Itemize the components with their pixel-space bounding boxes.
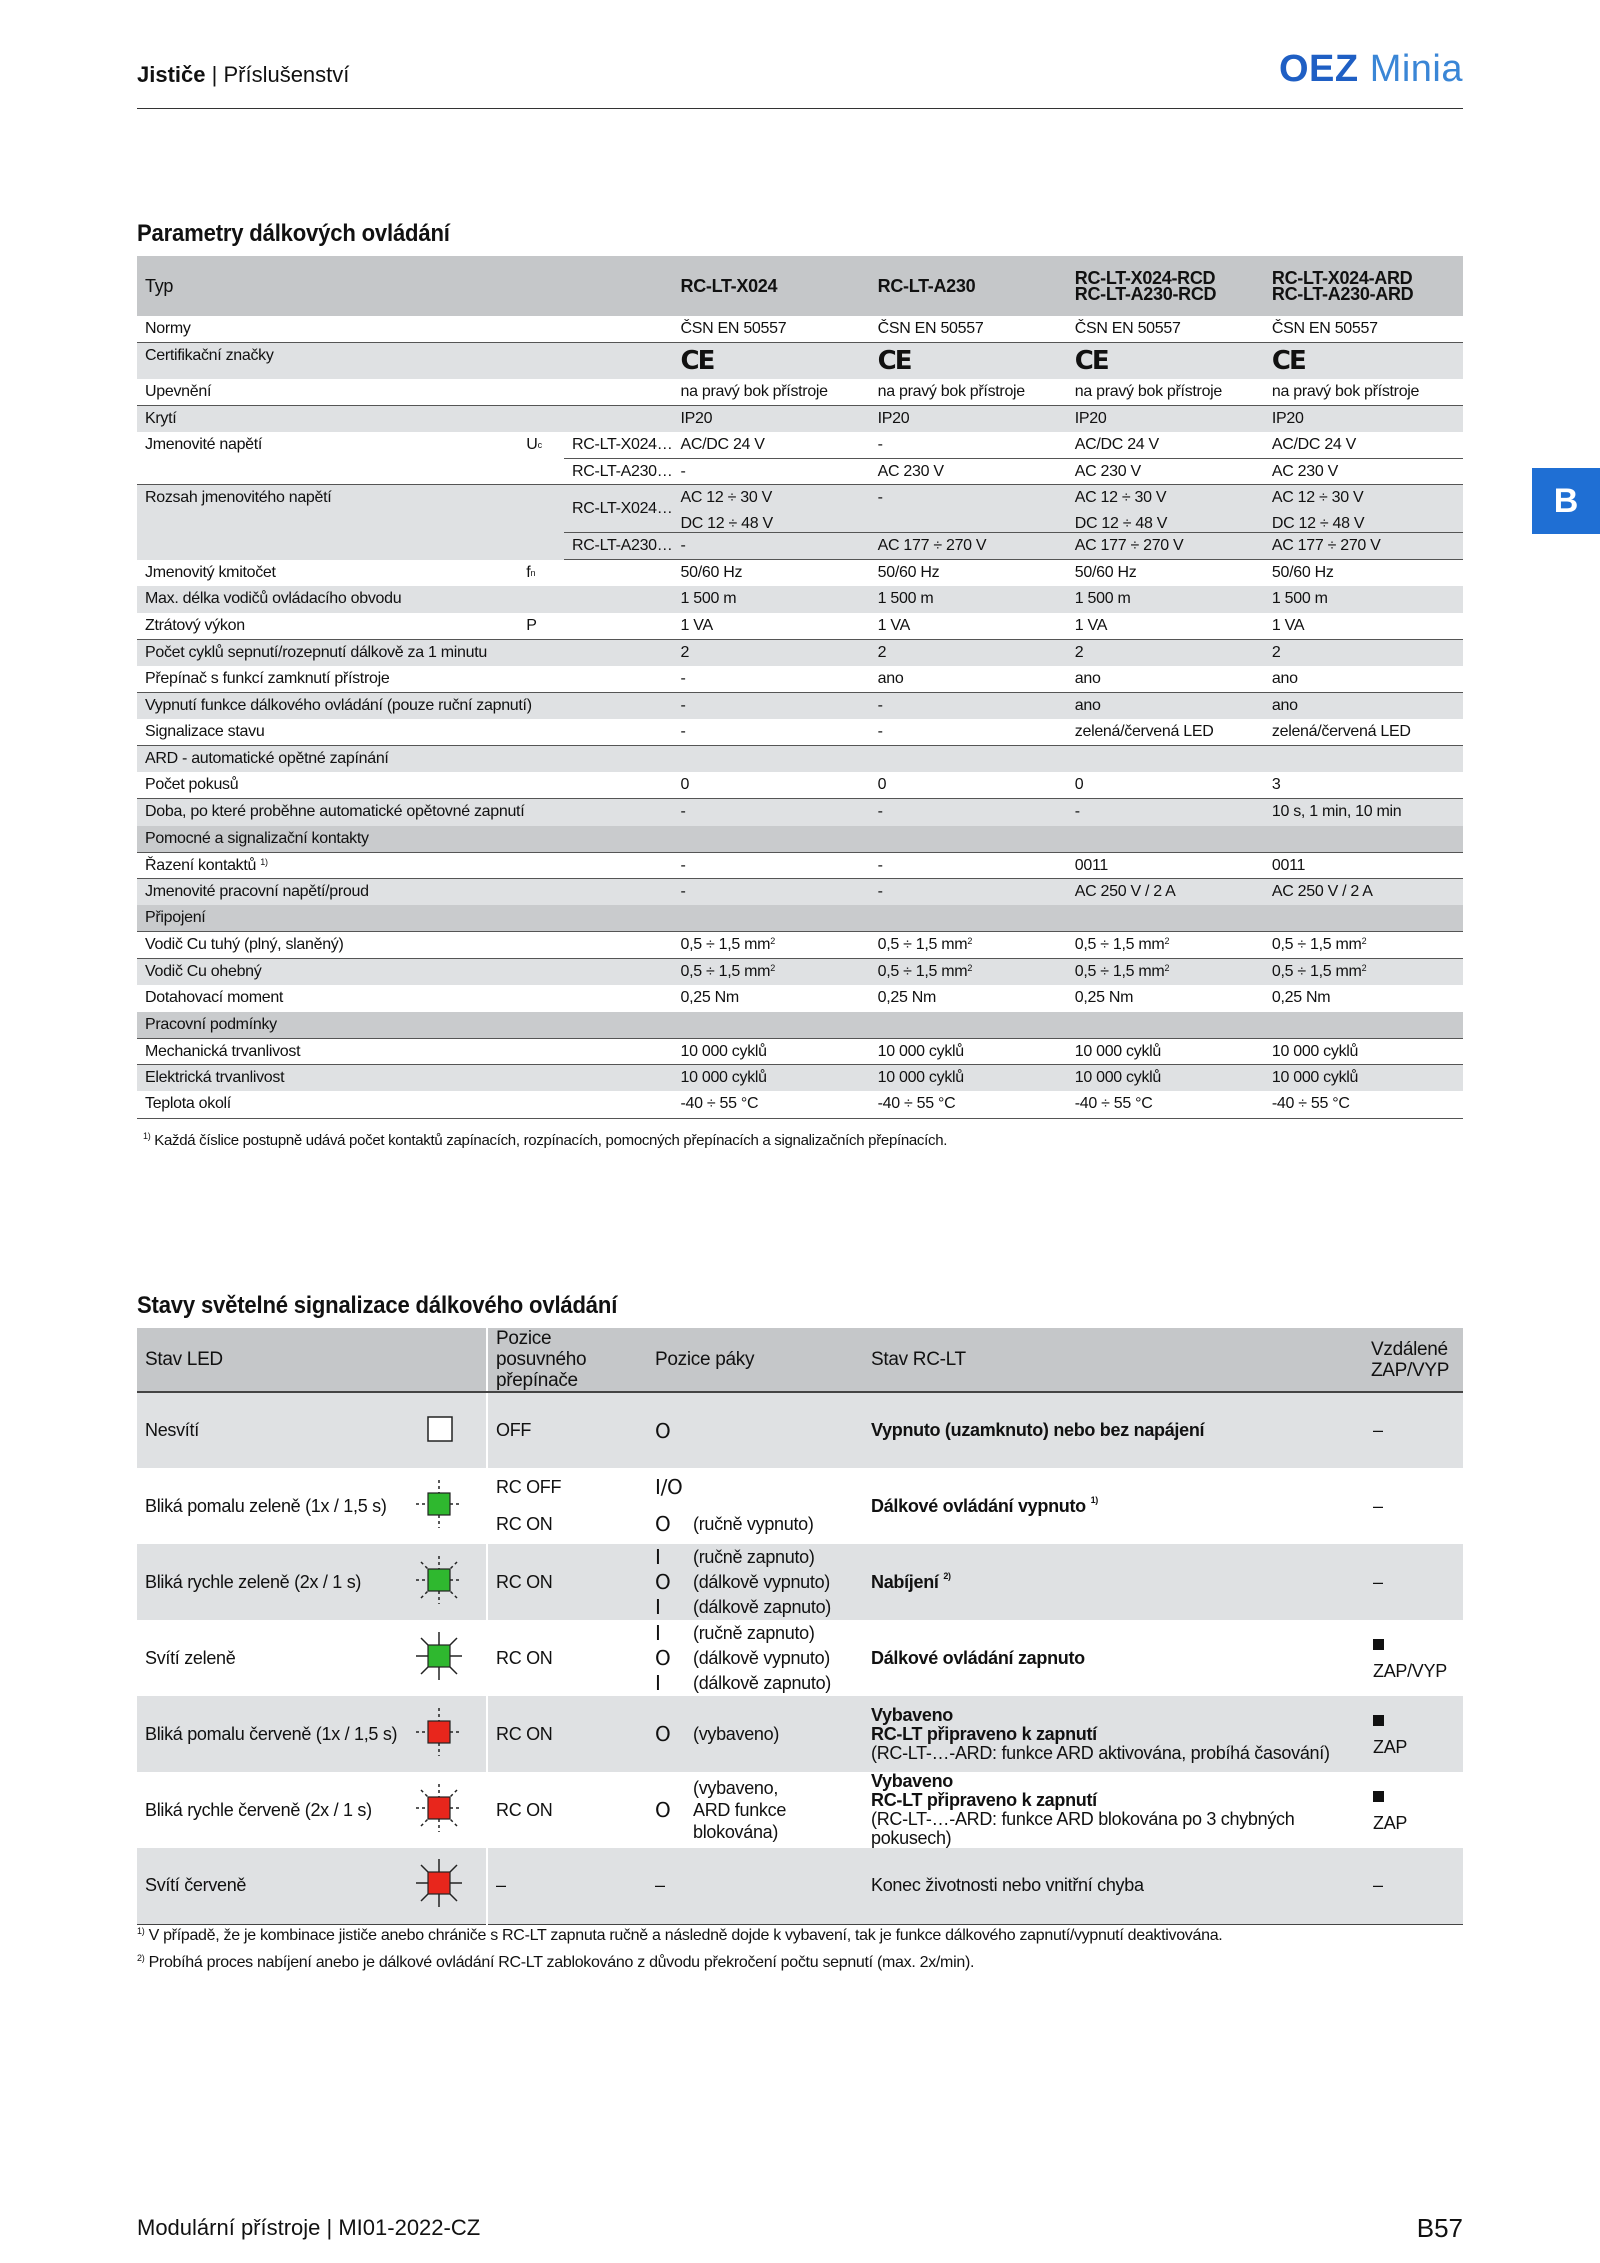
row-ohebny: Vodič Cu ohebný 0,5 ÷ 1,5 $mm^2$ 0,5 ÷ 1,5 $mm^2$ 0,5 ÷ 1,5 $mm^2$ 0,5 ÷ 1,5 $mm^2$ bbox=[137, 958, 1463, 985]
row-mech: Mechanická trvanlivost 10 000 cyklů 10 000 cyklů 10 000 cyklů 10 000 cyklů bbox=[137, 1038, 1463, 1065]
remote-square-icon bbox=[1373, 1639, 1384, 1650]
led-red-fast-blink-icon bbox=[415, 1784, 463, 1832]
led-row-red-slow: Bliká pomalu červeně (1x / 1,5 s) RC ON O (vybaveno) Vybaveno RC-LT připraveno k zapnutí (RC-LT-…-ARD: funkce ARD aktivována, probíhá časování) ZAP bbox=[137, 1696, 1463, 1772]
remote-square-icon bbox=[1373, 1715, 1384, 1726]
row-upevneni: Upevnění na pravý bok přístroje na pravý bok přístroje na pravý bok přístroje na pravý bok přístroje bbox=[137, 379, 1463, 406]
ce-mark-icon: CE bbox=[1074, 346, 1108, 377]
header-breadcrumb: Jističe | Příslušenství bbox=[137, 62, 350, 87]
params-table bbox=[137, 256, 1463, 1119]
led-row-red-on: Svítí červeně – – Konec životnosti nebo vnitřní chyba – bbox=[137, 1848, 1463, 1924]
params-footnote: $^{1)}$ Každá číslice postupně udává počet kontaktů zapínacích, rozpínacích, pomocných přepínacích a signalizačních přepínacích. bbox=[143, 1131, 948, 1149]
led-row-green-fast: Bliká rychle zeleně (2x / 1 s) RC ON I O I (ručně zapnuto) (dálkově vypnuto) (dálkově zapnuto) Nabíjení $^{2)}$ – bbox=[137, 1544, 1463, 1620]
row-normy: Normy ČSN EN 50557 ČSN EN 50557 ČSN EN 50557 ČSN EN 50557 bbox=[137, 316, 1463, 343]
row-doba: Doba, po které proběhne automatické opětovné zapnutí - - - 10 s, 1 min, 10 min bbox=[137, 799, 1463, 826]
row-pokusy: Počet pokusů 0 0 0 3 bbox=[137, 772, 1463, 799]
section-tab: B bbox=[1532, 468, 1600, 534]
ce-mark-icon: CE bbox=[680, 346, 714, 377]
row-cykly: Počet cyklů sepnutí/rozepnutí dálkově za 1 minutu 2 2 2 2 bbox=[137, 639, 1463, 666]
footer-catalog: Modulární přístroje | MI01-2022-CZ bbox=[137, 2215, 481, 2240]
row-napeti-x024: Jmenovité napětí Uc RC-LT-X024… AC/DC 24 V - AC/DC 24 V AC/DC 24 V bbox=[137, 432, 1463, 459]
row-razeni: Řazení kontaktů $^{1)}$ - - 0011 0011 bbox=[137, 852, 1463, 879]
ce-mark-icon: CE bbox=[1271, 346, 1305, 377]
led-red-on-icon bbox=[415, 1859, 463, 1907]
led-table bbox=[137, 1328, 1463, 1925]
row-delka: Max. délka vodičů ovládacího obvodu 1 500 m 1 500 m 1 500 m 1 500 m bbox=[137, 586, 1463, 613]
led-header-row: Stav LED Pozice posuvného přepínače Pozice páky Stav RC-LT Vzdálené ZAP/VYP bbox=[137, 1328, 1463, 1392]
row-elek: Elektrická trvanlivost 10 000 cyklů 10 000 cyklů 10 000 cyklů 10 000 cyklů bbox=[137, 1065, 1463, 1092]
params-header-row bbox=[137, 256, 1463, 316]
ce-mark-icon: CE bbox=[877, 346, 911, 377]
led-row-green-slow: Bliká pomalu zeleně (1x / 1,5 s) RC OFF RC ON I/O O (ručně vypnuto) Dálkové ovládání vypnuto $^{1)}$ – bbox=[137, 1468, 1463, 1544]
row-vypnuti: Vypnutí funkce dálkového ovládání (pouze ruční zapnutí) - - ano ano bbox=[137, 693, 1463, 720]
row-moment: Dotahovací moment 0,25 Nm 0,25 Nm 0,25 Nm 0,25 Nm bbox=[145, 989, 1331, 1007]
header-subsection: Příslušenství bbox=[223, 62, 350, 87]
led-title: Stavy světelné signalizace dálkového ovládání bbox=[137, 1292, 618, 1319]
group-podminky: Pracovní podmínky bbox=[137, 1012, 1463, 1039]
group-pripojeni: Připojení bbox=[137, 905, 1463, 932]
row-cert: Certifikační značky CE CE CE CE bbox=[137, 343, 1463, 379]
group-pomocne: Pomocné a signalizační kontakty bbox=[137, 826, 1463, 853]
row-kryti: Krytí IP20 IP20 IP20 IP20 bbox=[137, 405, 1463, 432]
page-number: B57 bbox=[1416, 2213, 1463, 2243]
oez-minia-logo: OEZ Minia bbox=[1279, 48, 1463, 90]
col-ard: RC-LT-X024-ARD RC-LT-A230-ARD bbox=[1264, 256, 1463, 316]
row-rozsah-a230: RC-LT-A230… - AC 177 ÷ 270 V AC 177 ÷ 270 V AC 177 ÷ 270 V bbox=[137, 533, 1463, 560]
led-footnote-1: $^{1)}$ V případě, že je kombinace jističe anebo chrániče s RC-LT zapnuta ručně a následně dojde k vybavení, tak je funkce dálkového zapnutí/vypnutí deaktivována. bbox=[137, 1926, 1223, 1944]
row-kmitocet: Jmenovitý kmitočet fn 50/60 Hz 50/60 Hz 50/60 Hz 50/60 Hz bbox=[145, 563, 1334, 582]
header-divider bbox=[137, 108, 1463, 109]
row-signalizace: Signalizace stavu - - zelená/červená LED zelená/červená LED bbox=[137, 719, 1463, 746]
col-typ: Typ bbox=[137, 256, 673, 316]
led-red-slow-blink-icon bbox=[415, 1708, 463, 1756]
row-prepinac: Přepínač s funkcí zamknutí přístroje - ano ano ano bbox=[137, 666, 1463, 693]
row-tuhy: Vodič Cu tuhý (plný, slaněný) 0,5 ÷ 1,5 $mm^2$ 0,5 ÷ 1,5 $mm^2$ 0,5 ÷ 1,5 $mm^2$ 0,5 ÷ 1,5 $mm^2$ bbox=[137, 932, 1463, 959]
row-rozsah-x024: Rozsah jmenovitého napětí RC-LT-X024… AC 12 ÷ 30 V DC 12 ÷ 48 V - AC 12 ÷ 30 V DC 12 ÷ 48 V AC 12 ÷ 30 V DC 12 ÷ 48 V bbox=[137, 485, 1463, 533]
led-row-off: Nesvítí OFF O Vypnuto (uzamknuto) nebo bez napájení – bbox=[137, 1392, 1463, 1468]
led-green-slow-blink-icon bbox=[415, 1480, 463, 1528]
led-footnote-2: $^{2)}$ Probíhá proces nabíjení anebo je dálkové ovládání RC-LT zablokováno z důvodu překročení počtu sepnutí (max. 2x/min). bbox=[137, 1953, 975, 1971]
led-row-red-fast: Bliká rychle červeně (2x / 1 s) RC ON O (vybaveno, ARD funkce blokována) Vybaveno RC-LT připraveno k zapnutí (RC-LT-…-ARD: funkce ARD blokována po 3 chybných pokusech) ZAP bbox=[145, 1771, 1408, 1848]
params-title: Parametry dálkových ovládání bbox=[137, 220, 450, 247]
row-napeti-a230: RC-LT-A230… - AC 230 V AC 230 V AC 230 V bbox=[137, 458, 1463, 485]
led-green-fast-blink-icon bbox=[415, 1556, 463, 1604]
row-prac: Jmenovité pracovní napětí/proud - - AC 250 V / 2 A AC 250 V / 2 A bbox=[137, 879, 1463, 906]
led-green-on-icon bbox=[415, 1632, 463, 1680]
group-ard: ARD - automatické opětné zapínání bbox=[137, 746, 1463, 773]
led-row-green-on: Svítí zeleně RC ON I O I (ručně zapnuto) (dálkově vypnuto) (dálkově zapnuto) Dálkové ovládání zapnuto ZAP/VYP bbox=[145, 1620, 1447, 1695]
remote-square-icon bbox=[1373, 1791, 1384, 1802]
row-vykon: Ztrátový výkon P 1 VA 1 VA 1 VA 1 VA bbox=[137, 613, 1463, 640]
col-x024: RC-LT-X024 bbox=[673, 256, 870, 316]
led-off-icon bbox=[415, 1404, 463, 1452]
col-rcd: RC-LT-X024-RCD RC-LT-A230-RCD bbox=[1067, 256, 1264, 316]
row-teplota: Teplota okolí -40 ÷ 55 °C -40 ÷ 55 °C -40 ÷ 55 °C -40 ÷ 55 °C bbox=[137, 1091, 1463, 1118]
header-section: Jističe bbox=[137, 62, 206, 87]
col-a230: RC-LT-A230 bbox=[870, 256, 1067, 316]
